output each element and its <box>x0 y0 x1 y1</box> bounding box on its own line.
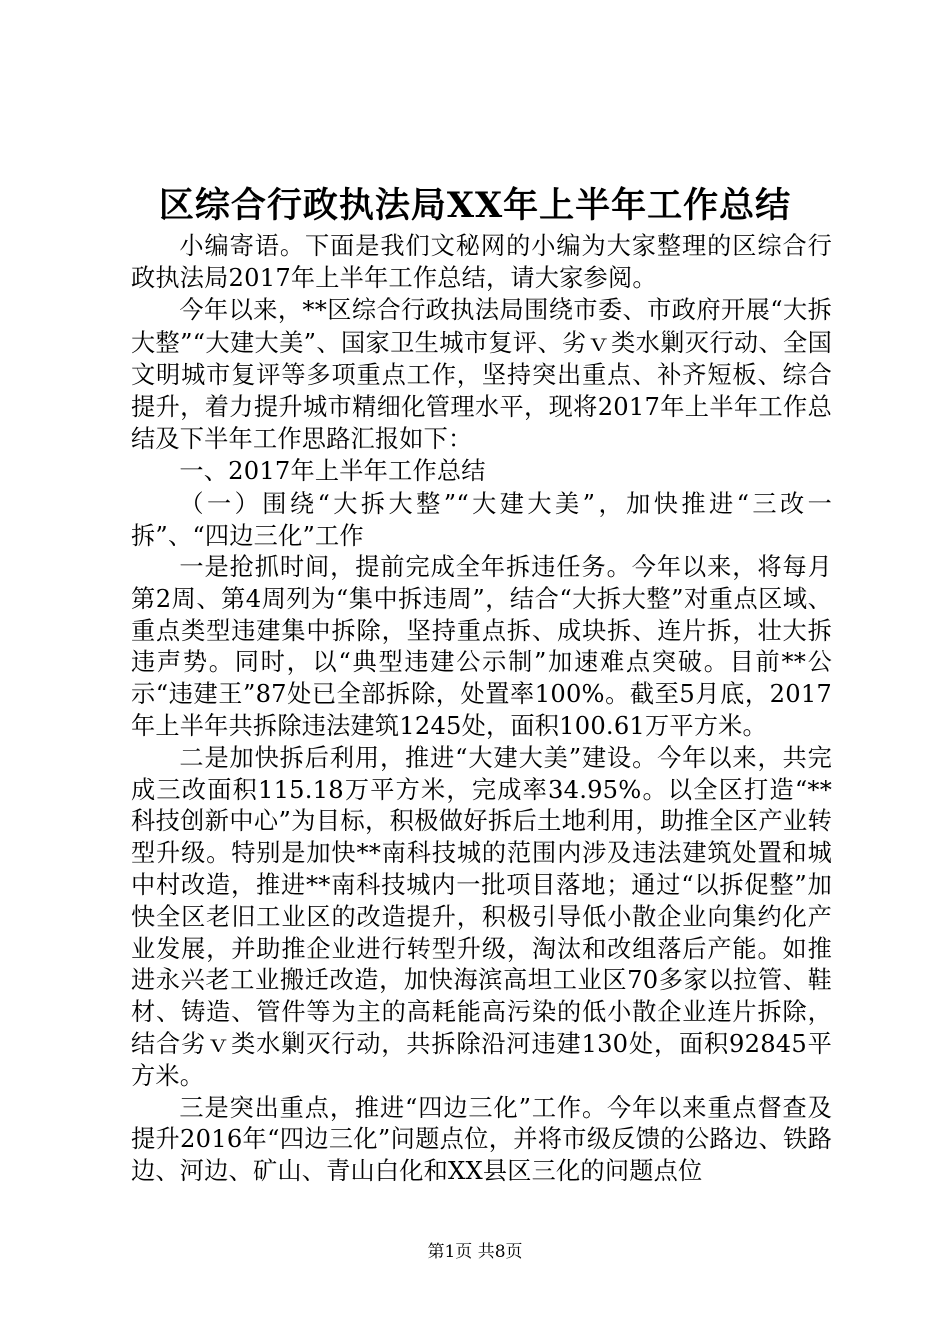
paragraph-item-3: 三是突出重点，推进“四边三化”工作。今年以来重点督查及提升2016年“四边三化”问题点位，并将市级反馈的公路边、铁路边、河边、矿山、青山白化和XX县区三化的问题点位 <box>131 1093 832 1186</box>
page-footer: 第1页 共8页 <box>427 1242 523 1262</box>
subsection-heading-1: （一）围绕“大拆大整”“大建大美”，加快推进“三改一拆”、“四边三化”工作 <box>131 489 832 550</box>
section-heading-1: 一、2017年上半年工作总结 <box>179 457 486 486</box>
paragraph-item-2: 二是加快拆后利用，推进“大建大美”建设。今年以来，共完成三改面积115.18万平方米，完成率34.95%。以全区打造“**科技创新中心”为目标，积极做好拆后土地利用，助推全区产业转型升级。特别是加快**南科技城的范围内涉及违法建筑处置和城中村改造，推进**南科技城内一批项目落地；通过“以拆促整”加快全区老旧工业区的改造提升，积极引导低小散企业向集约化产业发展，并助推企业进行转型升级，淘汰和改组落后产能。如推进永兴老工业搬迁改造，加快海滨高坦工业区70多家以拉管、鞋材、铸造、管件等为主的高耗能高污染的低小散企业连片拆除，结合劣ｖ类水剿灭行动，共拆除沿河违建130处，面积92845平方米。 <box>131 743 832 1090</box>
paragraph-intro: 小编寄语。下面是我们文秘网的小编为大家整理的区综合行政执法局2017年上半年工作总结，请大家参阅。 <box>131 232 832 293</box>
paragraph-item-1: 一是抢抓时间，提前完成全年拆违任务。今年以来，将每月第2周、第4周列为“集中拆违周”，结合“大拆大整”对重点区域、重点类型违建集中拆除，坚持重点拆、成块拆、连片拆，壮大拆违声势。同时，以“典型违建公示制”加速难点突破。目前**公示“违建王”87处已全部拆除，处置率100%。截至5月底，2017年上半年共拆除违法建筑1245处，面积100.61万平方米。 <box>131 553 832 741</box>
document-title: 区综合行政执法局XX年上半年工作总结 <box>158 185 792 226</box>
paragraph-overview: 今年以来，**区综合行政执法局围绕市委、市政府开展“大拆大整”“大建大美”、国家卫生城市复评、劣ｖ类水剿灭行动、全国文明城市复评等多项重点工作，坚持突出重点、补齐短板、综合提升，着力提升城市精细化管理水平，现将2017年上半年工作总结及下半年工作思路汇报如下： <box>131 296 832 454</box>
document-body <box>131 230 832 1188</box>
